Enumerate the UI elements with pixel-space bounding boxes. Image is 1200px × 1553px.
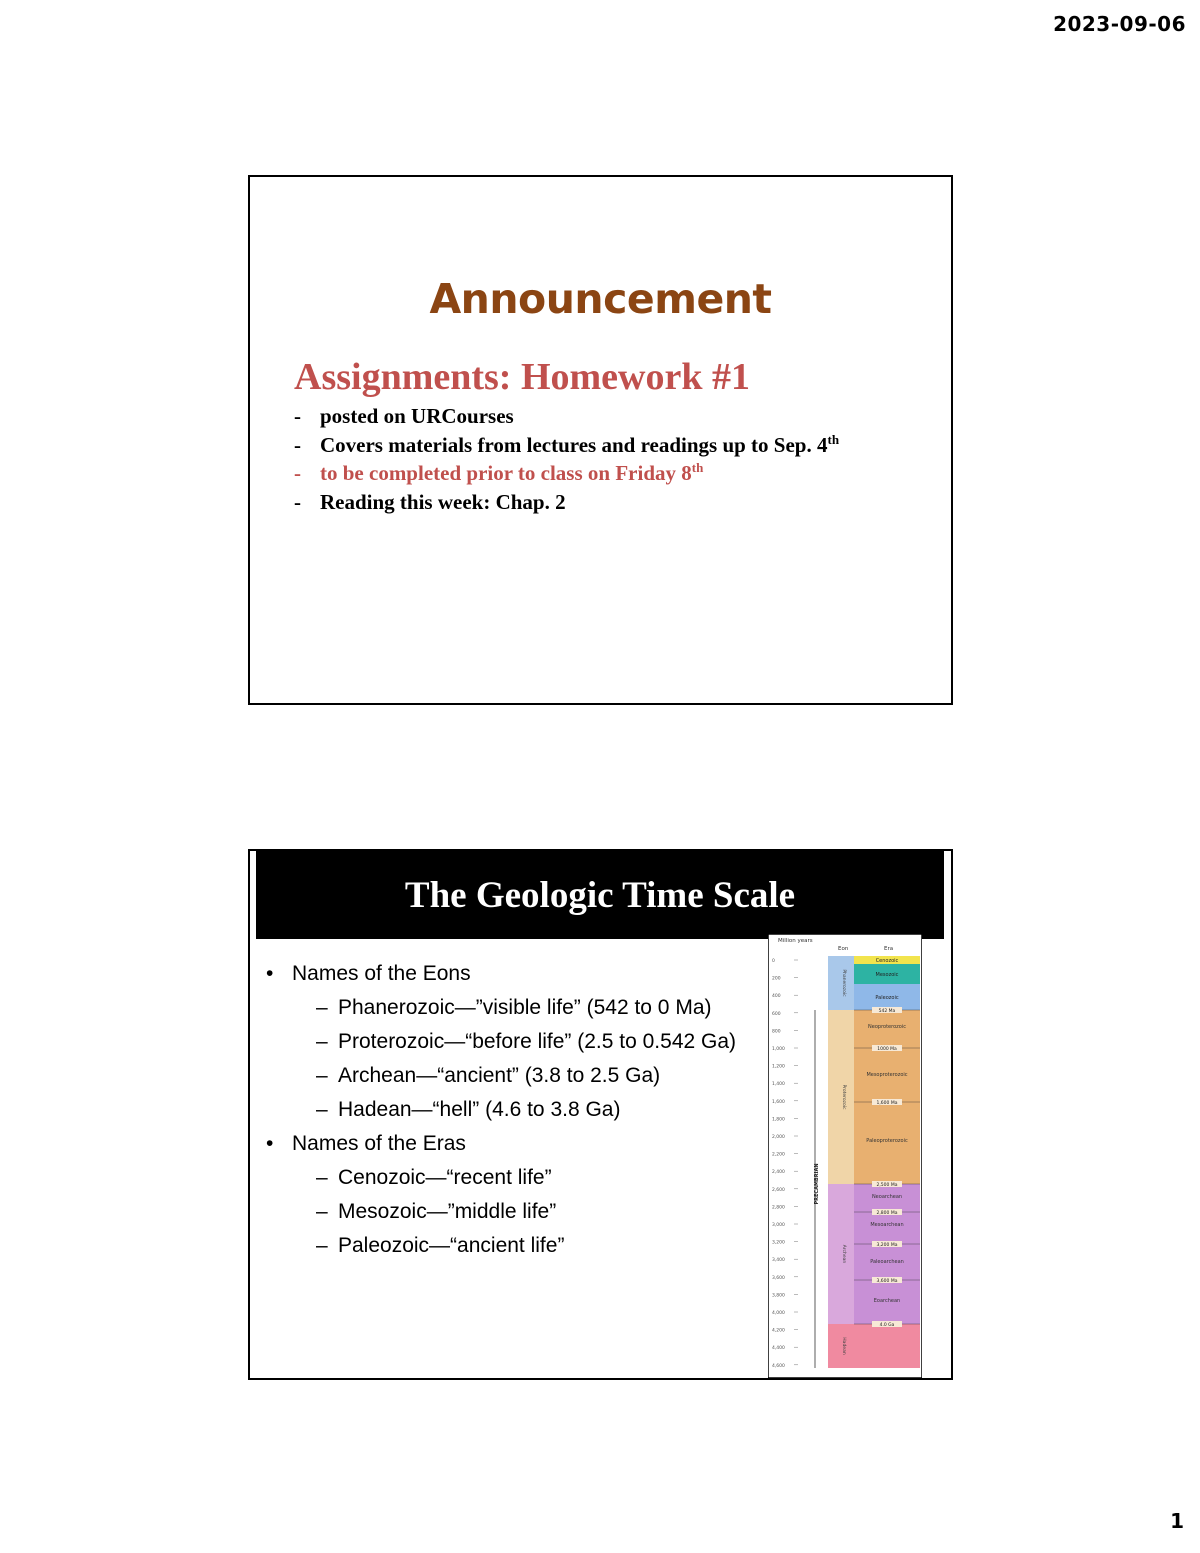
tick-label: 600 xyxy=(772,1011,781,1017)
document-date: 2023-09-06 xyxy=(1053,12,1186,36)
eon-block xyxy=(828,1010,854,1184)
header-label: Million years xyxy=(778,938,813,944)
tick-label: 2,200 xyxy=(772,1152,785,1158)
geologic-time-slide xyxy=(248,849,953,1380)
boundary-label: 1000 Ma xyxy=(877,1046,897,1052)
eon-block xyxy=(828,1184,854,1324)
era-label: Mesozoic xyxy=(875,972,899,978)
tick-label: 1,800 xyxy=(772,1117,785,1123)
tick-label: 1,600 xyxy=(772,1099,785,1105)
era-label: Mesoproterozoic xyxy=(866,1072,908,1078)
tick-label: 1,000 xyxy=(772,1047,785,1052)
boundary-label: 4.0 Ga xyxy=(879,1322,895,1328)
era-label: Mesoarchean xyxy=(870,1222,904,1228)
boundary-label: 2,500 Ma xyxy=(876,1182,898,1188)
boundary-label: 3,600 Ma xyxy=(876,1278,898,1284)
tick-label: 1,400 xyxy=(772,1082,785,1088)
era-block xyxy=(854,1324,920,1368)
tick-label: 2,600 xyxy=(772,1187,785,1193)
eon-label: Proterozoic xyxy=(841,1084,846,1110)
page-number: 1 xyxy=(1170,1509,1184,1533)
list-item: - Reading this week: Chap. 2 xyxy=(294,489,566,514)
tick-label: 2,000 xyxy=(772,1135,785,1140)
tick-label: 400 xyxy=(772,994,781,1000)
list-item: – Hadean—“hell” (4.6 to 3.8 Ga) xyxy=(316,1098,621,1121)
tick-label: 3,200 xyxy=(772,1240,785,1246)
announcement-slide xyxy=(248,175,953,705)
list-item: • Names of the Eras xyxy=(266,1132,466,1155)
boundary-label: 542 Ma xyxy=(878,1008,896,1014)
eon-block xyxy=(828,1324,854,1368)
list-item: - to be completed prior to class on Friday 8th xyxy=(294,460,704,485)
tick-label: 4,000 xyxy=(772,1311,785,1316)
eon-block xyxy=(828,956,854,1010)
title-bar xyxy=(256,851,944,939)
eon-label: Archean xyxy=(841,1244,846,1264)
list-item: - posted on URCourses xyxy=(294,404,514,428)
era-label: Neoproterozoic xyxy=(868,1024,906,1030)
eon-era-list xyxy=(266,957,736,1263)
tick-label: 1,200 xyxy=(772,1064,785,1070)
list-item: – Archean—“ancient” (3.8 to 2.5 Ga) xyxy=(316,1064,661,1087)
list-item: – Cenozoic—“recent life” xyxy=(316,1166,552,1189)
era-label: Paleoarchean xyxy=(870,1259,904,1265)
slide-title: The Geologic Time Scale xyxy=(404,874,796,916)
tick-label: 800 xyxy=(772,1029,781,1035)
era-label: Neoarchean xyxy=(871,1194,903,1200)
era-block xyxy=(854,1010,920,1184)
tick-label: 0 xyxy=(772,959,775,964)
era-label: Paleozoic xyxy=(875,995,899,1001)
era-label: Eoarchean xyxy=(873,1298,901,1304)
assignments-heading: Assignments: Homework #1 xyxy=(294,356,750,398)
tick-label: 3,600 xyxy=(772,1275,785,1281)
tick-label: 3,000 xyxy=(772,1223,785,1228)
era-label: Paleoproterozoic xyxy=(866,1138,908,1144)
list-item: – Mesozoic—”middle life” xyxy=(316,1200,557,1223)
eon-label: Phanerozoic xyxy=(841,969,846,997)
boundary-label: 3,200 Ma xyxy=(876,1242,898,1248)
era-label: Cenozoic xyxy=(875,958,899,964)
tick-label: 2,800 xyxy=(772,1205,785,1211)
boundary-label: 1,600 Ma xyxy=(876,1100,898,1106)
tick-label: 2,400 xyxy=(772,1170,785,1176)
header-label: Eon xyxy=(838,946,849,952)
list-item: • Names of the Eons xyxy=(266,962,471,985)
precambrian-label: PRECAMBRIAN xyxy=(814,1163,820,1205)
geologic-time-scale-figure xyxy=(768,934,922,1378)
eon-label: Hadean xyxy=(841,1337,846,1355)
tick-label: 200 xyxy=(772,976,781,982)
list-item: – Phanerozoic—”visible life” (542 to 0 Ma) xyxy=(316,996,712,1019)
tick-label: 4,600 xyxy=(772,1363,785,1369)
tick-label: 3,800 xyxy=(772,1293,785,1299)
list-item: - Covers materials from lectures and readings up to Sep. 4th xyxy=(294,431,840,457)
tick-label: 3,400 xyxy=(772,1258,785,1264)
header-label: Era xyxy=(884,946,894,952)
assignment-bullets xyxy=(294,402,839,516)
boundary-label: 2,800 Ma xyxy=(876,1210,898,1216)
list-item: – Paleozoic—“ancient life” xyxy=(316,1234,565,1257)
list-item: – Proterozoic—“before life” (2.5 to 0.542 Ga) xyxy=(316,1030,737,1053)
tick-label: 4,400 xyxy=(772,1346,785,1352)
tick-label: 4,200 xyxy=(772,1328,785,1334)
slide-title: Announcement xyxy=(429,275,772,323)
